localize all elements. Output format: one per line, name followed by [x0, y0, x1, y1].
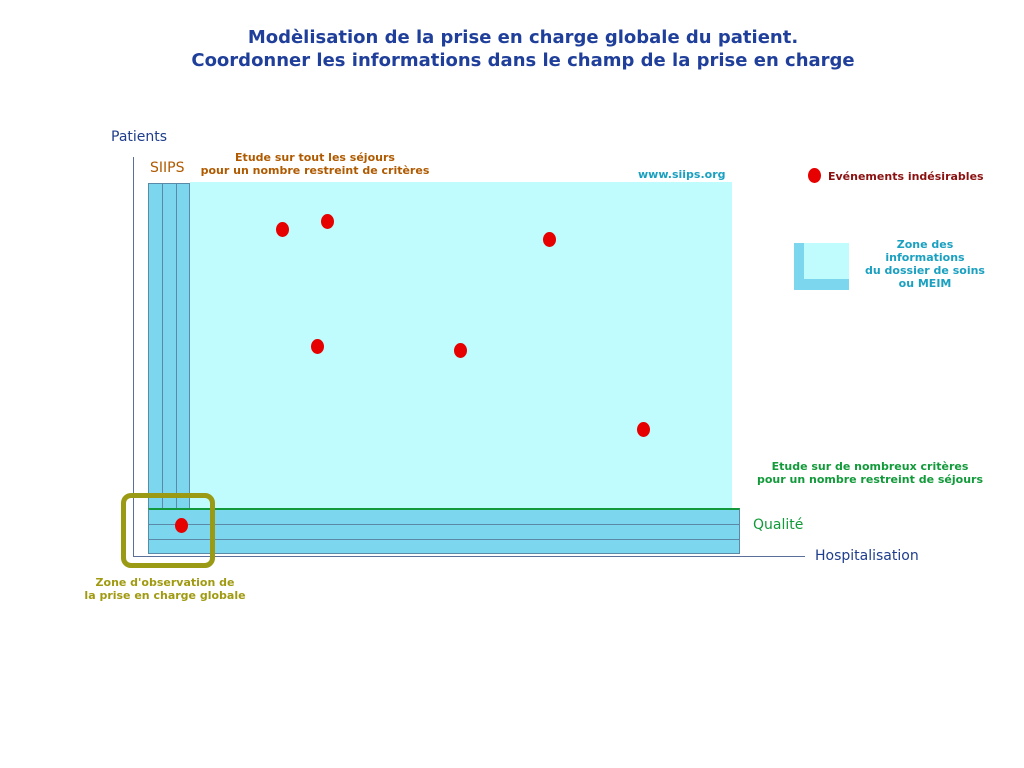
- qualite-strip-divider: [148, 524, 740, 525]
- title-line-2: Coordonner les informations dans le champ de la prise en charge: [191, 50, 855, 71]
- x-axis-line: [133, 556, 805, 557]
- legend-events-label: Evénements indésirables: [828, 170, 984, 183]
- qualite-label: Qualité: [753, 517, 804, 533]
- event-dot: [321, 214, 334, 229]
- event-dot: [637, 422, 650, 437]
- siips-label: SIIPS: [150, 160, 185, 176]
- qualite-strip: [148, 508, 740, 554]
- event-dot: [454, 343, 467, 358]
- observation-text: Zone d'observation de la prise en charge globale: [84, 576, 246, 602]
- event-dot: [175, 518, 188, 533]
- observation-zone-frame: [121, 493, 215, 568]
- website-text: www.siips.org: [638, 168, 726, 181]
- event-dot: [543, 232, 556, 247]
- event-dot: [311, 339, 324, 354]
- right-study-text: Etude sur de nombreux critères pour un nombre restreint de séjours: [756, 460, 983, 486]
- top-study-text: Etude sur tout les séjours pour un nombre restreint de critères: [200, 151, 430, 177]
- x-axis-label: Hospitalisation: [815, 548, 919, 564]
- legend-zone-swatch-icon: [794, 243, 849, 290]
- y-axis-label: Patients: [111, 129, 168, 145]
- legend-zone-text: Zone des informations du dossier de soins ou MEIM: [865, 238, 985, 290]
- legend-event-dot-icon: [808, 168, 821, 183]
- qualite-strip-divider: [148, 539, 740, 540]
- title-line-1: Modèlisation de la prise en charge globale du patient.: [247, 27, 799, 48]
- event-dot: [276, 222, 289, 237]
